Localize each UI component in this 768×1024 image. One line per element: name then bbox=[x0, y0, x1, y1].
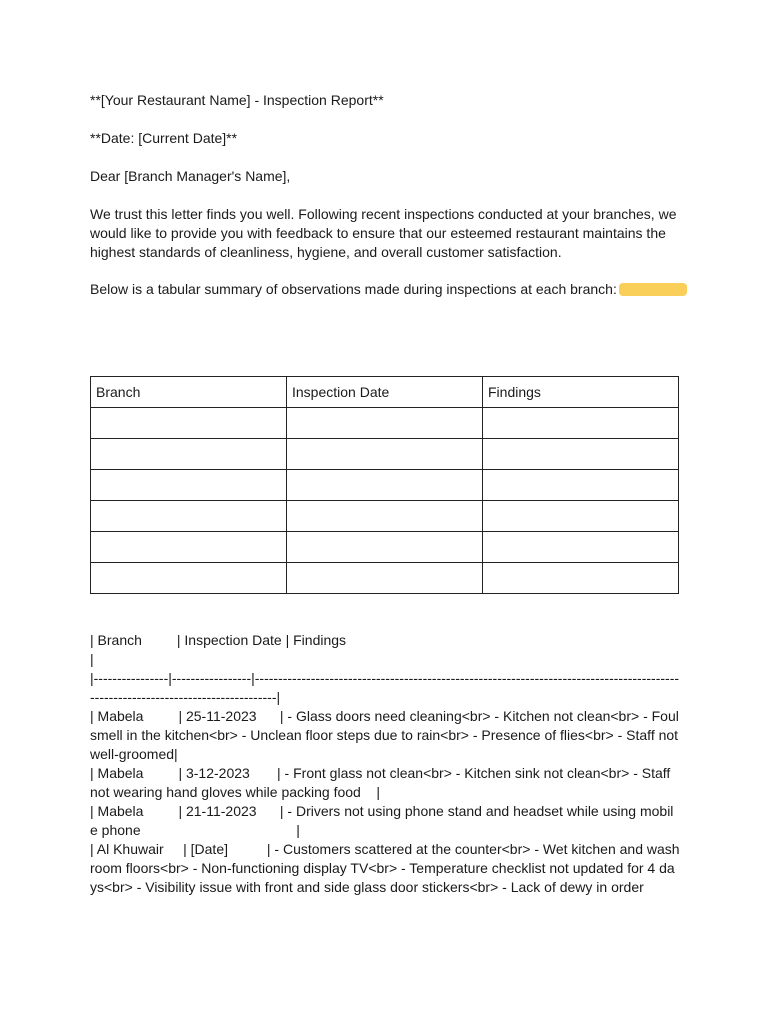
summary-lead-text: Below is a tabular summary of observations made during inspections at each branch: bbox=[90, 281, 617, 297]
markdown-line: | Al Khuwair | [Date] | - Customers scattered at the counter<br> - Wet kitchen and washroom floors<br> - Non-functioning display TV<br> - Temperature checklist not updated for 4 days<br> - Visibility issue with front and side glass door stickers<br> - Lack of dewy in order bbox=[90, 841, 680, 895]
table-cell bbox=[91, 563, 287, 594]
markdown-line: |----------------|-----------------|-----------------------------------------------------------------------------------------------------------------------------------| bbox=[90, 670, 680, 705]
table-row bbox=[91, 563, 679, 594]
inspection-table bbox=[90, 376, 679, 594]
table-cell bbox=[287, 470, 483, 501]
table-cell bbox=[91, 470, 287, 501]
table-row bbox=[91, 470, 679, 501]
table-cell bbox=[91, 501, 287, 532]
table-row bbox=[91, 408, 679, 439]
table-cell bbox=[287, 532, 483, 563]
table-row bbox=[91, 501, 679, 532]
table-cell bbox=[483, 408, 679, 439]
table-cell bbox=[91, 408, 287, 439]
table-row bbox=[91, 532, 679, 563]
report-date: **Date: [Current Date]** bbox=[90, 130, 238, 146]
highlight-mark bbox=[619, 283, 687, 296]
table-body bbox=[91, 408, 679, 594]
table-cell bbox=[483, 563, 679, 594]
markdown-table-text bbox=[90, 631, 683, 897]
table-row bbox=[91, 439, 679, 470]
table-cell bbox=[91, 532, 287, 563]
table-cell bbox=[287, 501, 483, 532]
table-cell bbox=[91, 439, 287, 470]
header-inspection-date: Inspection Date bbox=[287, 377, 483, 408]
header-branch: Branch bbox=[91, 377, 287, 408]
markdown-line: | Branch | Inspection Date | Findings bbox=[90, 632, 347, 648]
markdown-line: | bbox=[90, 651, 94, 667]
table-cell bbox=[483, 532, 679, 563]
table-cell bbox=[287, 408, 483, 439]
markdown-line: | Mabela | 21-11-2023 | - Drivers not using phone stand and headset while using mobile phone | bbox=[90, 803, 674, 838]
intro-paragraph: We trust this letter finds you well. Following recent inspections conducted at your branches, we would like to provide you with feedback to ensure that our esteemed restaurant maintains the highest standards of cleanliness, hygiene, and overall customer satisfaction. bbox=[90, 206, 677, 260]
table-cell bbox=[287, 563, 483, 594]
table-cell bbox=[483, 439, 679, 470]
summary-lead-line bbox=[90, 280, 687, 299]
report-title: **[Your Restaurant Name] - Inspection Report** bbox=[90, 92, 384, 108]
table-cell bbox=[483, 501, 679, 532]
table-header-row bbox=[91, 377, 679, 408]
table-cell bbox=[483, 470, 679, 501]
markdown-line: | Mabela | 3-12-2023 | - Front glass not clean<br> - Kitchen sink not clean<br> - Staff not wearing hand gloves while packing food | bbox=[90, 765, 675, 800]
table-cell bbox=[287, 439, 483, 470]
markdown-line: | Mabela | 25-11-2023 | - Glass doors need cleaning<br> - Kitchen not clean<br> - Foul smell in the kitchen<br> - Unclean floor steps due to rain<br> - Presence of flies<br> - Staff not well-groomed| bbox=[90, 708, 683, 762]
header-findings: Findings bbox=[483, 377, 679, 408]
salutation: Dear [Branch Manager's Name], bbox=[90, 168, 291, 184]
